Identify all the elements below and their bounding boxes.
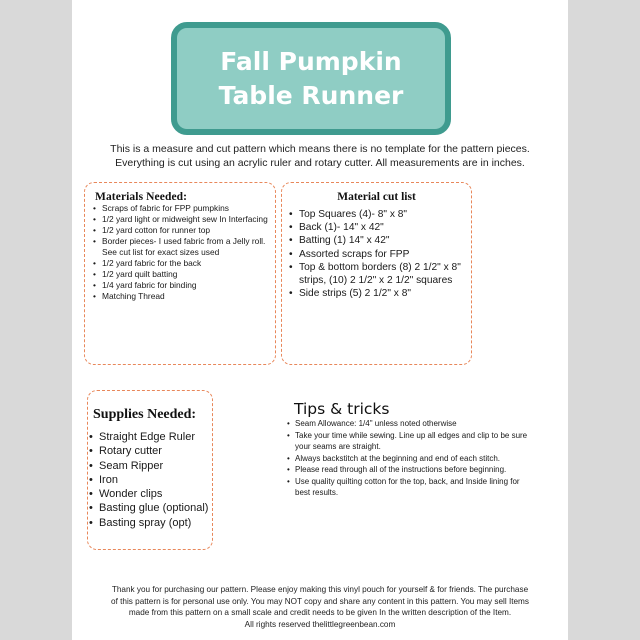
list-item: • Side strips (5) 2 1/2" x 8" [299, 287, 469, 300]
intro-text [82, 143, 558, 170]
list-item: • Basting spray (opt) [99, 516, 211, 530]
list-item: • Wonder clips [99, 487, 211, 501]
list-item: • Basting glue (optional) [99, 501, 211, 515]
list-item: • Seam Allowance: 1/4" unless noted otherwise [295, 418, 535, 430]
list-item: • 1/2 yard light or midweight sew In Interfacing [102, 214, 272, 225]
footer-line-4: All rights reserved thelittlegreenbean.com [244, 619, 396, 629]
intro-line-1: This is a measure and cut pattern which means there is no template for the pattern pieces. [110, 143, 530, 155]
cut-list [299, 208, 469, 300]
tips-heading: Tips & tricks [294, 400, 390, 418]
list-item: • Matching Thread [102, 291, 272, 302]
materials-list [102, 203, 272, 302]
supplies-box [87, 390, 213, 550]
title-line-2: Table Runner [218, 80, 404, 110]
list-item: • Always backstitch at the beginning and end of each stitch. [295, 453, 535, 465]
list-item: • Iron [99, 473, 211, 487]
footer-text [78, 584, 562, 630]
list-item: • Back (1)- 14" x 42" [299, 221, 469, 234]
title-banner [171, 22, 451, 135]
list-item: • Scraps of fabric for FPP pumpkins [102, 203, 272, 214]
pattern-page [72, 0, 568, 640]
supplies-heading: Supplies Needed: [93, 407, 197, 422]
list-item: • Use quality quilting cotton for the top, back, and Inside lining for best results. [295, 476, 535, 499]
list-item: • 1/4 yard fabric for binding [102, 280, 272, 291]
footer-line-1: Thank you for purchasing our pattern. Please enjoy making this vinyl pouch for yourself & for friends. The purchase [111, 585, 529, 594]
list-item: • Border pieces- I used fabric from a Jelly roll. See cut list for exact sizes used [102, 236, 272, 258]
title-line-1: Fall Pumpkin [220, 46, 402, 76]
list-item: • Seam Ripper [99, 459, 211, 473]
list-item: • 1/2 yard quilt batting [102, 269, 272, 280]
materials-box [84, 182, 276, 365]
list-item: • Take your time while sewing. Line up all edges and clip to be sure your seams are straight. [295, 430, 535, 453]
list-item: • Straight Edge Ruler [99, 430, 211, 444]
cut-list-box [281, 182, 472, 365]
supplies-list [99, 430, 211, 530]
cut-list-heading: Material cut list [337, 191, 416, 203]
list-item: • Top Squares (4)- 8" x 8" [299, 208, 469, 221]
list-item: • Please read through all of the instructions before beginning. [295, 464, 535, 476]
list-item: • Assorted scraps for FPP [299, 248, 469, 261]
list-item: • 1/2 yard fabric for the back [102, 258, 272, 269]
tips-list [295, 418, 535, 499]
footer-line-3: made from this pattern on a small scale and credit needs to be given In the written description of the Item. [128, 608, 512, 618]
materials-heading: Materials Needed: [95, 191, 188, 203]
list-item: • Batting (1) 14" x 42" [299, 234, 469, 247]
list-item: • Top & bottom borders (8) 2 1/2" x 8" strips, (10) 2 1/2" x 2 1/2" squares [299, 261, 469, 287]
intro-line-2: Everything is cut using an acrylic ruler and rotary cutter. All measurements are in inches. [115, 156, 525, 169]
list-item: • Rotary cutter [99, 444, 211, 458]
footer-line-2: of this pattern is for personal use only. You may NOT copy and share any content in this pattern. You may sell Items [111, 596, 529, 606]
list-item: • 1/2 yard cotton for runner top [102, 225, 272, 236]
